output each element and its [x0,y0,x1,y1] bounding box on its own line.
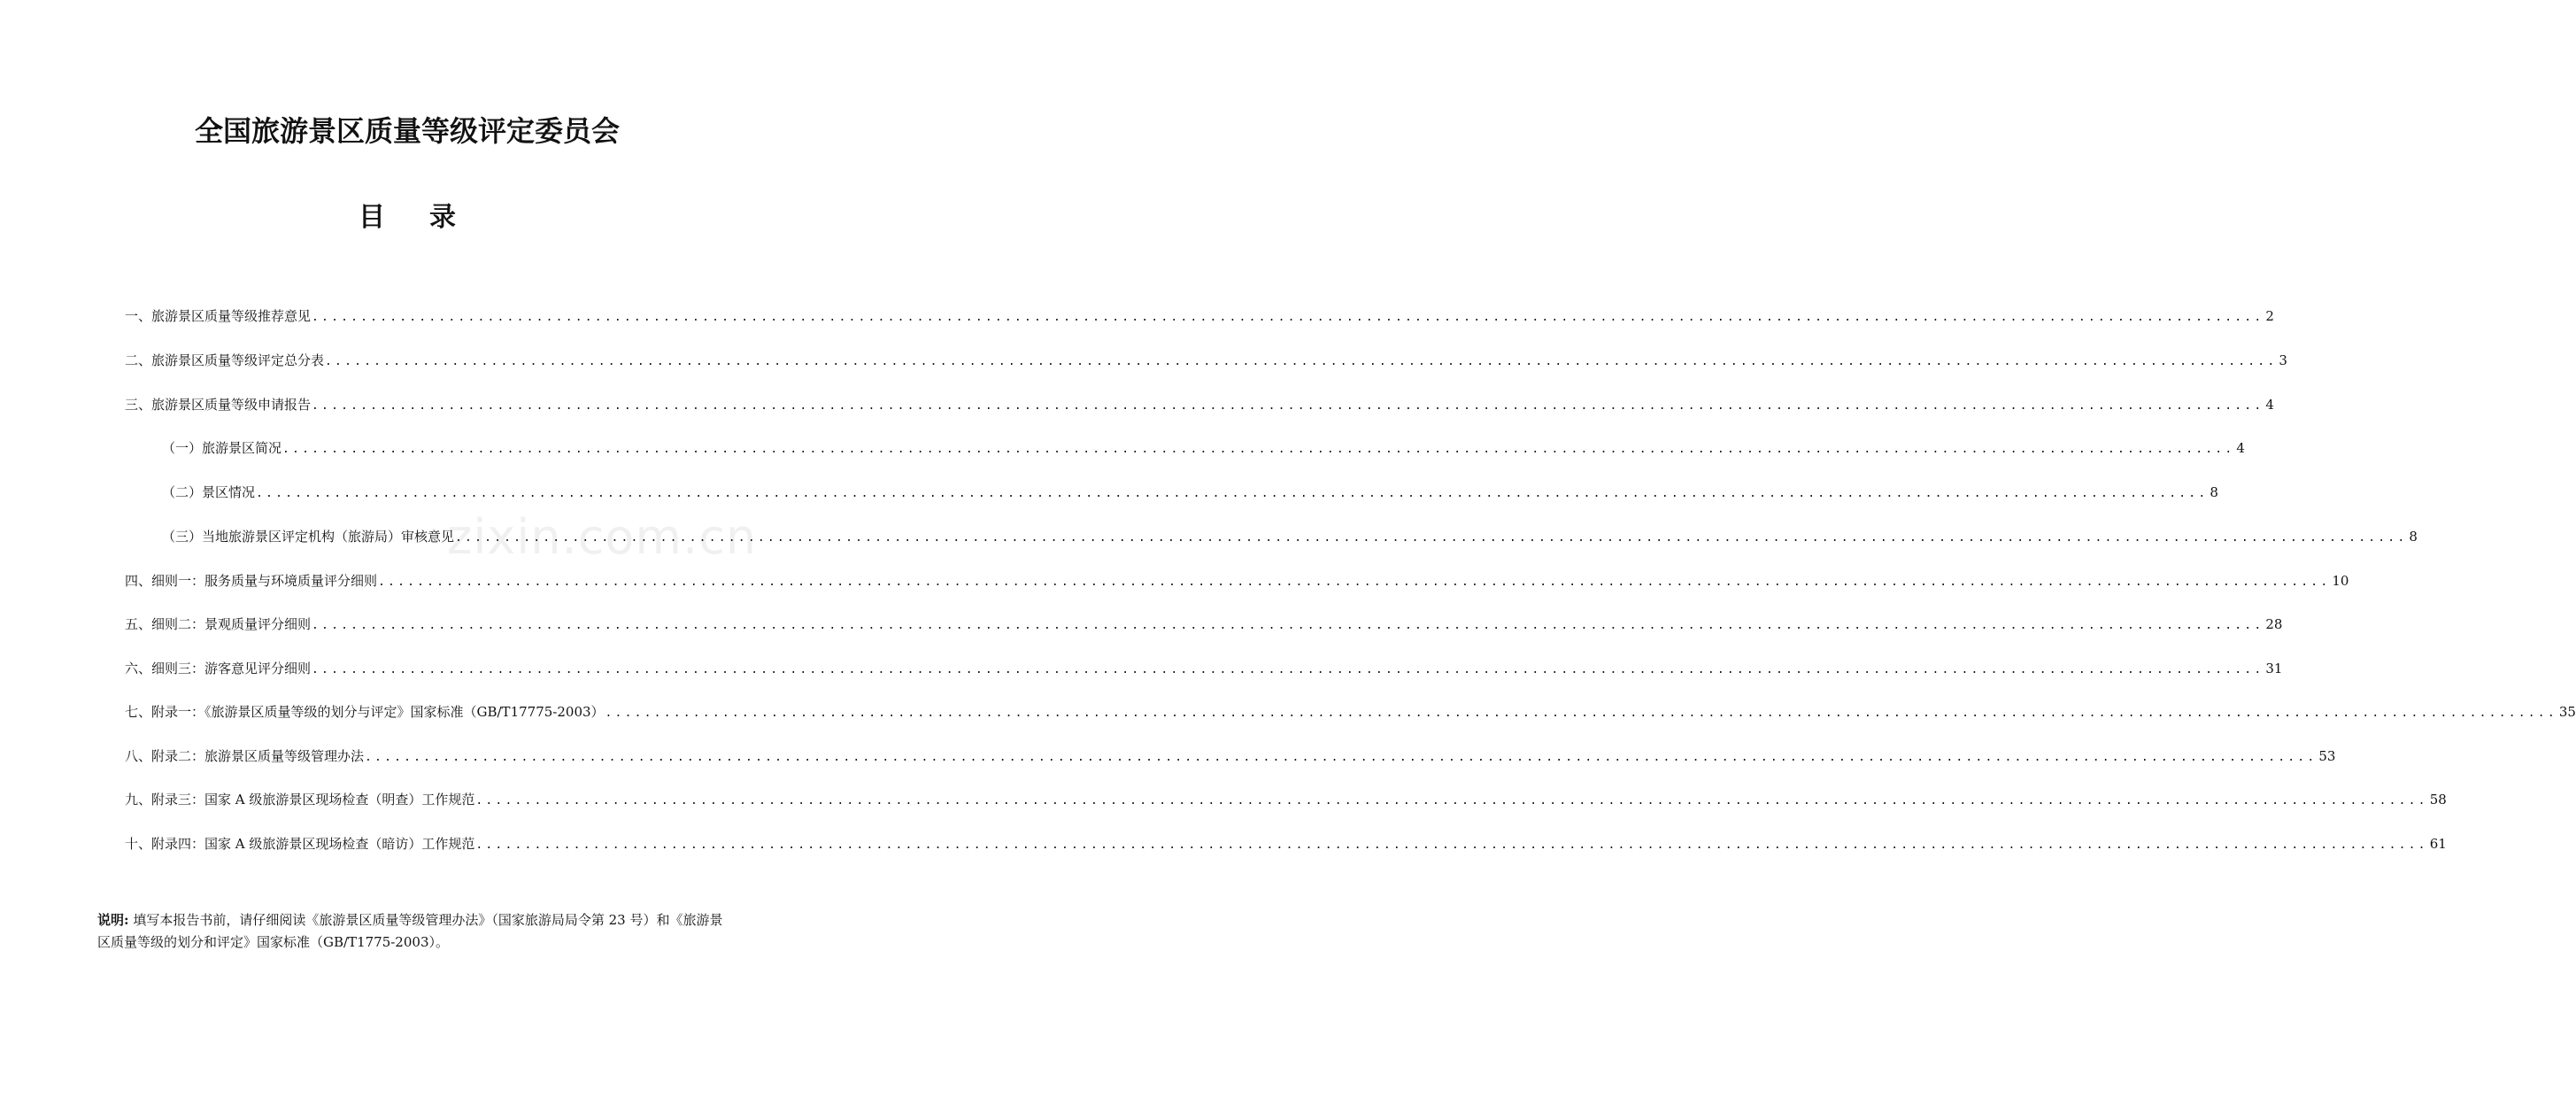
toc-entry[interactable] [162,437,2245,459]
watermark: zixin.com.cn [447,509,758,565]
dot-leader: ........................................................................................................................................................................................................ [282,443,2235,456]
toc-entry[interactable] [125,394,2274,415]
dot-leader: ........................................................................................................................................................................................................ [312,399,2264,413]
toc-entry-page: 58 [2429,792,2447,808]
toc-entry-page: 10 [2332,573,2349,589]
dot-leader: ........................................................................................................................................................................................................ [365,751,2318,764]
toc-entry[interactable] [125,350,2287,371]
toc-entry-label: 六、细则三：游客意见评分细则 [125,661,312,676]
toc-entry[interactable] [125,570,2349,591]
toc-entry-label: 二、旅游景区质量等级评定总分表 [125,352,325,368]
dot-leader: ........................................................................................................................................................................................................ [312,663,2264,676]
toc-entry[interactable] [162,526,2418,547]
toc-entry-label: （三）当地旅游景区评定机构（旅游局）审核意见 [162,529,455,545]
toc-entry[interactable] [162,482,2218,503]
toc-entry[interactable] [125,305,2274,327]
toc-entry-page: 53 [2318,748,2336,764]
instruction-note [97,909,728,954]
toc-entry-label: （二）景区情况 [162,484,256,500]
toc-entry-label: 八、附录二：旅游景区质量等级管理办法 [125,748,365,764]
toc-entry[interactable] [125,833,2447,854]
toc-entry[interactable] [125,789,2447,810]
toc-entry-label: （一）旅游景区简况 [162,440,282,456]
dot-leader: ........................................................................................................................................................................................................ [475,794,2428,808]
dot-leader: ........................................................................................................................................................................................................ [312,619,2264,632]
dot-leader: ........................................................................................................................................................................................................ [475,839,2428,852]
toc-entry-page: 4 [2265,397,2274,413]
toc-entry-page: 35 [2558,704,2576,720]
toc-heading-char-2: 录 [429,202,456,233]
toc-entry-page: 4 [2236,440,2245,456]
dot-leader: ........................................................................................................................................................................................................ [455,531,2408,545]
dot-leader: ........................................................................................................................................................................................................ [605,707,2557,720]
toc-heading [0,197,814,239]
toc-entry-page: 3 [2279,352,2287,368]
toc-entry-label: 七、附录一：《旅游景区质量等级的划分与评定》国家标准（GB/T17775-2003） [125,704,605,720]
toc-entry-label: 九、附录三：国家 A 级旅游景区现场检查（明查）工作规范 [125,792,475,808]
toc-entry[interactable] [125,658,2283,679]
toc-entry-label: 一、旅游景区质量等级推荐意见 [125,308,312,324]
dot-leader: ........................................................................................................................................................................................................ [256,487,2209,500]
toc-entry[interactable] [125,746,2336,767]
toc-entry-page: 61 [2429,836,2447,852]
toc-entry-page: 8 [2210,484,2218,500]
toc-entry-label: 三、旅游景区质量等级申请报告 [125,397,312,413]
toc-entry-label: 四、细则一：服务质量与环境质量评分细则 [125,573,378,589]
toc-heading-char-1: 目 [359,202,385,233]
dot-leader: ........................................................................................................................................................................................................ [312,311,2264,324]
toc-entry-page: 28 [2265,616,2283,632]
toc-entry-label: 十、附录四：国家 A 级旅游景区现场检查（暗访）工作规范 [125,836,475,852]
toc-entry[interactable] [125,701,2576,723]
toc-entry-page: 8 [2409,529,2418,545]
toc-entry[interactable] [125,614,2283,635]
toc-entry-label: 五、细则二：景观质量评分细则 [125,616,312,632]
note-label: 说明: [97,912,129,928]
toc-entry-page: 2 [2265,308,2274,324]
toc-entry-page: 31 [2265,661,2283,676]
organization-title: 全国旅游景区质量等级评定委员会 [194,114,620,148]
dot-leader: ........................................................................................................................................................................................................ [325,355,2278,368]
dot-leader: ........................................................................................................................................................................................................ [378,576,2331,589]
note-text: 填写本报告书前，请仔细阅读《旅游景区质量等级管理办法》（国家旅游局局令第 23 号）和《旅游景区质量等级的划分和评定》国家标准（GB/T1775-2003）。 [97,912,723,950]
